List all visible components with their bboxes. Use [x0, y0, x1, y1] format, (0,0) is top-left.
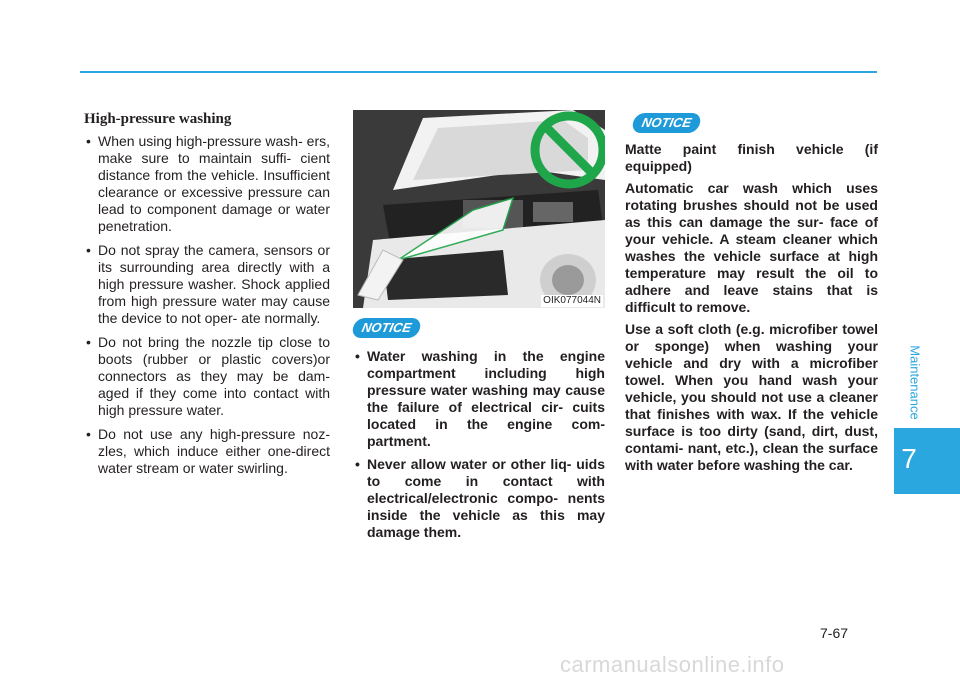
notice-paragraph: Use a soft cloth (e.g. microfiber towel or sponge) when washing your vehicle and dry with a microfiber towel. When you hand wash your vehicle, you should not use a cleaner that finishes with wax. If the vehicle surface is too dirty (sand, dirt, dust, contami- nant, etc.), clean the surface with water before washing the car.: [625, 321, 878, 473]
notice-badge: NOTICE: [351, 318, 422, 338]
chapter-tab: [894, 428, 960, 494]
chapter-number: 7: [901, 443, 917, 474]
notice-badge-wrap: [353, 318, 605, 338]
notice-title: Matte paint finish vehicle (if equipped): [625, 141, 878, 174]
column-engine-notice: [353, 110, 605, 547]
section-name: Maintenance: [907, 345, 923, 420]
section-side-label: [895, 340, 935, 430]
high-pressure-list: [84, 133, 330, 477]
engine-washing-illustration: [353, 110, 605, 308]
page-number: 7-67: [820, 625, 849, 641]
list-item: • When using high-pressure wash- ers, make sure to maintain suffi- cient distance from the vehicle. Insufficient clearance or excessive pressure can lead to component damage or water penetration.: [84, 133, 330, 235]
watermark: carmanualsonline.info: [560, 652, 785, 677]
list-item: • Do not use any high-pressure noz- zles, which induce either one-direct water stream or water swirling.: [84, 426, 330, 477]
notice-badge-wrap: [633, 113, 878, 133]
list-item: • Do not bring the nozzle tip close to boots (rubber or plastic covers)or connectors as they may be dam- aged if they come into contact with high pressure water.: [84, 334, 330, 419]
notice-badge: NOTICE: [631, 113, 702, 133]
top-rule: [80, 71, 877, 73]
notice-paragraph: Automatic car wash which uses rotating brushes should not be used as this can damage the sur- face of your vehicle. A steam cleaner which washes the vehicle surface at high temperature may result the oil to adhere and leave stains that is difficult to remove.: [625, 180, 878, 315]
list-item: • Do not spray the camera, sensors or its surrounding area directly with a high pressure washer. Shock applied from high pressure water may cause the device to not oper- ate normally.: [84, 242, 330, 327]
engine-notice-list: [353, 348, 605, 541]
list-item: • Water washing in the engine compartment including high pressure water washing may cause the failure of electrical cir- cuits located in the engine com- partment.: [353, 348, 605, 450]
list-item: • Never allow water or other liq- uids to come in contact with electrical/electronic compo- nents inside the vehicle as this may damage them.: [353, 456, 605, 541]
column-high-pressure: [84, 110, 330, 484]
image-code: OIK077044N: [543, 295, 601, 306]
column-matte-notice: [625, 110, 878, 479]
section-heading: High-pressure washing: [84, 111, 232, 127]
engine-bay-drawing: [353, 110, 605, 308]
